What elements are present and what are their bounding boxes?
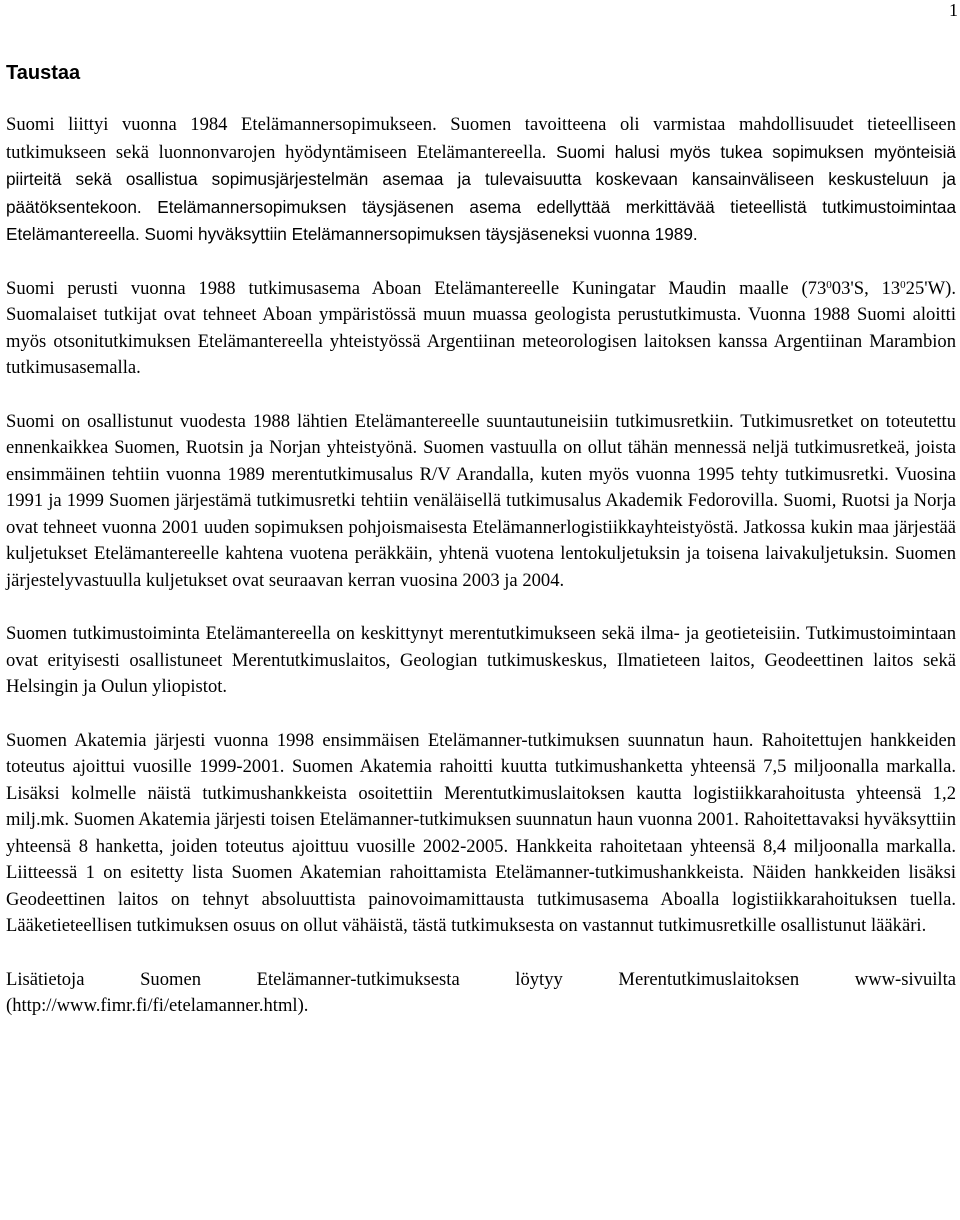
paragraph-5: Suomen Akatemia järjesti vuonna 1998 ensimmäisen Etelämanner-tutkimuksen suunnatun haun. Rahoitettujen hankkeiden toteutus ajoittui vuosille 1999-2001. Suomen Akatemia rahoitti kuutta tutkimushanketta yhteensä 7,5 miljoonalla markalla. Lisäksi kolmelle näistä tutkimushankkeista osoitettiin Merentutkimuslaitoksen kautta logistiikkarahoitusta yhteensä 1,2 milj.mk. Suomen Akatemia järjesti toisen Etelämanner-tutkimuksen suunnatun haun vuonna 2001. Rahoitettavaksi hyväksyttiin yhteensä 8 hanketta, joiden toteutus ajoittuu vuosille 2002-2005. Hankkeita rahoitetaan yhteensä 8,4 miljoonalla markalla. Liitteessä 1 on esitetty lista Suomen Akatemian rahoittamista Etelämanner-tutkimushankkeista. Näiden hankkeiden lisäksi Geodeettinen laitos on tehnyt absoluuttista painovoimamittausta tutkimusasema Aboalla logistiikkarahoituksen tuella. Lääketieteellisen tutkimuksen osuus on ollut vähäistä, tästä tutkimuksesta on vastannut tutkimusretkille osallistunut lääkäri.: [6, 729, 956, 936]
paragraph-4: Suomen tutkimustoiminta Etelämantereella on keskittynyt merentutkimukseen sekä ilma- ja geotieteisiin. Tutkimustoimintaan ovat erityisesti osallistuneet Merentutkimuslaitos, Geologian tutkimuskeskus, Ilmatieteen laitos, Geodeettinen laitos sekä Helsingin ja Oulun yliopistot.: [6, 623, 956, 697]
paragraph-2-part-a: Suomi perusti vuonna 1988 tutkimusasema Aboan Etelämantereelle Kuningatar Maudin maalle (73: [6, 277, 827, 299]
paragraph-1-sans-part: Suomi halusi myös tukea sopimuksen myönteisiä piirteitä sekä osallistua sopimusjärjestelmän asemaa ja tulevaisuutta koskevaan kansainväliseen keskusteluun ja päätöksentekoon. Etelämannersopimuksen täysjäsenen asema edellyttää merkittävää tieteellistä tutkimustoimintaa Etelämantereella. Suomi hyväksyttiin Etelämannersopimuksen täysjäseneksi vuonna 1989.: [6, 141, 956, 244]
degree-mark-2: 0: [900, 278, 906, 291]
paragraph-3: Suomi on osallistunut vuodesta 1988 lähtien Etelämantereelle suuntautuneisiin tutkimusretkiin. Tutkimusretket on toteutettu ennenkaikkea Suomen, Ruotsin ja Norjan yhteistyönä. Suomen vastuulla on ollut tähän mennessä neljä tutkimusretkeä, joista ensimmäinen tehtiin vuonna 1989 merentutkimusalus R/V Arandalla, kuten myös vuonna 1995 tehty tutkimusretki. Vuosina 1991 ja 1999 Suomen järjestämä tutkimusretki tehtiin venäläisellä tutkimusalus Akademik Fedorovilla. Suomi, Ruotsi ja Norja ovat tehneet vuonna 2001 uuden sopimuksen pohjoismaisesta Etelämannerlogistiikkayhteistyöstä. Jatkossa kukin maa järjestää kuljetukset Etelämantereelle kahtena vuotena peräkkäin, yhtenä vuotena lentokuljetuksin ja toisena laivakuljetuksin. Suomen järjestelyvastuulla kuljetukset ovat seuraavan kerran vuosina 2003 ja 2004.: [6, 410, 956, 591]
paragraph-1: [6, 112, 956, 249]
document-body: [6, 60, 956, 1047]
paragraph-1-serif-part: Suomi liittyi vuonna 1984 Etelämannersopimukseen. Suomen tavoitteena oli varmistaa mahdollisuudet tieteelliseen tutkimukseen sekä luonnonvarojen hyödyntämiseen Etelämantereella.: [6, 114, 956, 163]
paragraph-2-part-b: 03'S, 13: [831, 277, 901, 299]
paragraph-2-part-c: 25'W). Suomalaiset tutkijat ovat tehneet Aboan ympäristössä muun muassa geologista perustutkimusta. Vuonna 1988 Suomi aloitti myös otsonitutkimuksen Etelämantereella yhteistyössä Argentiinan meteorologisen laitoksen kanssa Argentiinan Marambion tutkimusasemalla.: [6, 277, 956, 378]
paragraph-2: [6, 276, 956, 382]
degree-mark-1: 0: [826, 278, 832, 291]
page-number: 1: [949, 0, 958, 20]
paragraph-6: Lisätietoja Suomen Etelämanner-tutkimuksesta löytyy Merentutkimuslaitoksen www-sivuilta (http://www.fimr.fi/fi/etelamanner.html).: [6, 968, 956, 1016]
section-heading: Taustaa: [6, 62, 81, 84]
